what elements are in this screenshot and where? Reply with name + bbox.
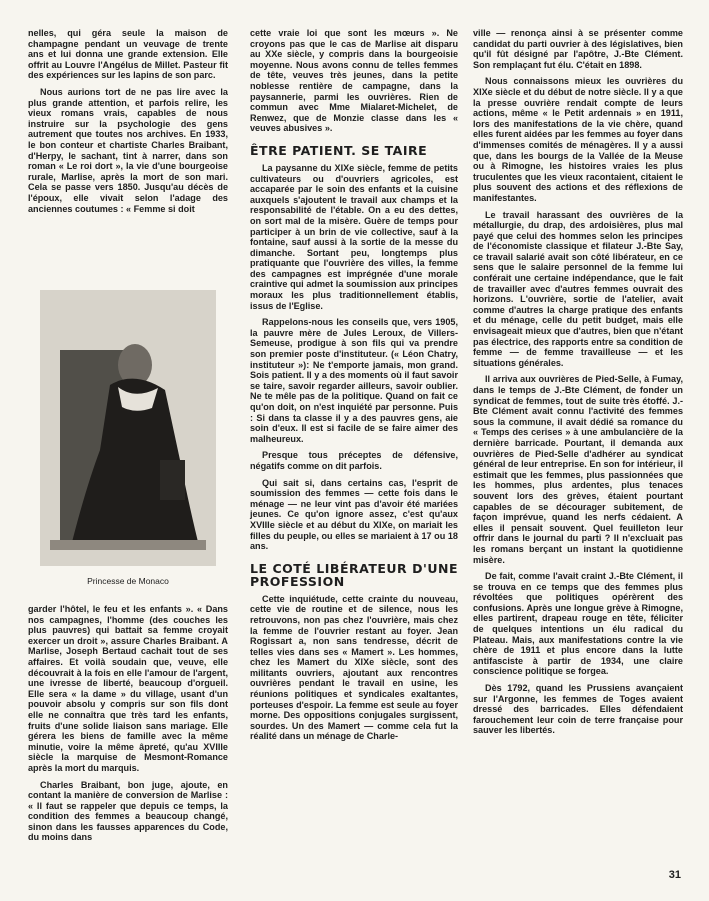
paragraph: cette vraie loi que sont les mœurs ». Ne croyons pas que le cas de Marlise ait disparu au XXe siècle, y compris dans la bourgeoisie moyenne. Nous avons connu de telles femmes de tête, veuves très jeunes, dans la petite noblesse rentière de campagne, dans la paysannerie, parmi les ouvrières. Rien de commun avec Mme Mialaret-Michelet, de Renwez, que de Monzie classe dans les « veuves abusives ». xyxy=(250,28,458,134)
paragraph: Presque tous préceptes de défensive, négatifs comme on dit parfois. xyxy=(250,450,458,471)
paragraph: nelles, qui géra seule la maison de champagne pendant un veuvage de trente ans et lui donna une grande extension. Elle offrit au Louvre l'Angélus de Millet. Pasteur fit des expériences sur les lapins de son parc. xyxy=(28,28,228,81)
paragraph: ville — renonça ainsi à se présenter comme candidat du parti ouvrier à des législatives, bien qu'il fût désigné par l'apôtre, J.-Bte Clément. Son remplaçant fut élu. C'était en 1898. xyxy=(473,28,683,70)
portrait-photo xyxy=(40,290,216,566)
column-3 xyxy=(473,28,683,742)
column-2 xyxy=(250,28,458,748)
paragraph: Rappelons-nous les conseils que, vers 1905, la pauvre mère de Jules Leroux, de Villers-Semeuse, prodigue à son fils qui va prendre son premier poste d'instituteur. (« Léon Chatry, instituteur »): Ne t'emporte jamais, mon grand. Sois patient. Il y a des moments où il faut savoir se taire, savoir regarder ailleurs, savoir oublier. Ne te mêle pas de la politique. Quand on fait ce qu'on doit, on n'est inquiété par personne. Puis : Si dans ta classe il y a des pauvres gens, aie soin d'eux. Il est si facile de se faire aimer des malheureux. xyxy=(250,317,458,444)
paragraph: Dès 1792, quand les Prussiens avançaient sur l'Argonne, les femmes de Toges avaient dressé des barricades. Elles défendaient farouchement leur coin de terre française pour sauver les libertés. xyxy=(473,683,683,736)
column-1 xyxy=(28,28,228,220)
paragraph: garder l'hôtel, le feu et les enfants ». « Dans nos campagnes, l'homme (des couches les plus pauvres) qui battait sa femme croyait exercer un droit », assure Charles Braibant. A Marlise, Joseph Bertaud cachait tout de ses affaires. Et voilà soudain que, veuve, elle découvrait à la fois en elle l'amour de l'argent, une ivresse de liberté, beaucoup d'orgueil. Elle sera « la dame » du village, usant d'un pouvoir absolu y compris sur son fils dont elle ne connaîtra que très tard les enfants, fruits d'une solide liaison sans mariage. Elle gérera les biens de famille avec la même minutie, voire la même âpreté, qu'au XVIIIe siècle la marquise de Mesmont-Romance après la mort du marquis. xyxy=(28,604,228,773)
section-heading: LE COTÉ LIBÉRATEUR D'UNE PROFESSION xyxy=(250,560,458,589)
paragraph: Charles Braibant, bon juge, ajoute, en contant la manière de conversion de Marlise : « Il faut se rappeler que depuis ce temps, la condition des femmes a beaucoup changé, sinon dans les fausses apparences du Code, du moins dans xyxy=(28,779,228,843)
column-1-continued xyxy=(28,604,228,849)
paragraph: Qui sait si, dans certains cas, l'esprit de soumission des femmes — cette fois dans le ménage — ne leur vint pas d'avoir été mariées jeunes. Ce qu'on ignore assez, c'est qu'aux XVIIIe siècle et au début du XIXe, on mariait les filles du peuple, ou elles se mariaient à 17 ou 18 ans. xyxy=(250,477,458,552)
paragraph: De fait, comme l'avait craint J.-Bte Clément, il se trouva en ce temps que des femmes plus révoltées que politiques opérèrent des confusions. Après une longue grève à Rimogne, elles partirent, drapeau rouge en tête, féliciter de quelques intentions un élu radical du Plateau. Mais, aux manifestations contre la vie chère de 1911 et plus encore dans la lutte antifasciste à partir de 1934, une claire conscience politique se forgea. xyxy=(473,571,683,677)
paragraph: La paysanne du XIXe siècle, femme de petits cultivateurs ou d'ouvriers agricoles, est accaparée par le soin des enfants et la cuisine auxquels s'ajoutent le travail aux champs et la responsabilité de l'étable. On a eu des dettes, on sort mal de la misère. Guère de temps pour participer à un brin de vie collective, sauf à la fontaine, sauf aussi à la sortie de la messe du dimanche. Sortant peu, longtemps plus pratiquante que l'ouvrière des villes, la femme des campagnes est imprégnée d'une morale craintive qui admet la soumission aux principes moraux les plus traditionnellement établis, issus de l'Eglise. xyxy=(250,162,458,311)
paragraph: Cette inquiétude, cette crainte du nouveau, cette vie de routine et de silence, nous les retrouvons, non pas chez l'ouvrière, mais chez la femme de l'ouvrier restant au foyer. Jean Rogissart a, non sans tendresse, décrit de telles vies dans ses « Mamert ». Les hommes, chez les Mamert du XIXe siècle, sont des militants ouvriers, ajoutant aux rencontres ouvrières pendant le travail en usine, les réunions politiques et syndicales exaltantes, porteuses d'espoir. La femme est seule au foyer morne. Des oppositions conjugales surgissent, sourdes. Un des Mamert — comme cela fut la réalité dans un ménage de Charle- xyxy=(250,593,458,742)
paragraph: Nous connaissons mieux les ouvrières du XIXe siècle et du début de notre siècle. Il y a que la presse ouvrière rendait compte de leurs actions, même « le Petit ardennais » en 1911, lors des manifestations de la vie chère, quand elles furent aidées par les femmes au foyer dans d'immenses comités de ménagères. Il y a aussi que, dans les bourgs de la Vallée de la Meuse ou à Rimogne, les histoires vraies les plus truculentes que les vieux racontaient, citaient le plus souvent des actions et des réflexions de manifestantes. xyxy=(473,76,683,203)
portrait-figure xyxy=(28,286,228,598)
paragraph: Il arriva aux ouvrières de Pied-Selle, à Fumay, dans le temps de J.-Bte Clément, de fonder un syndicat de femmes, tout de suite très étoffé. J.-Bte Clément avait connu l'activité des femmes sous la commune, il avait dédié sa romance du « Temps des cerises » à une ambulancière de la dernière barricade. Pourtant, il demanda aux ouvrières de Pied-Selle d'adhérer au syndicat général de leur entreprise. En son for intérieur, il estimait que les femmes, plus passionnées que les hommes, plus ardentes, plus tenaces souvent lors des grèves, étaient pourtant capables de se décourager subitement, de façon imprévue, quand les nerfs cédaient. A elles il pensait souvent. Quel feuilleton leur offrir dans le journal du parti ? Il n'excluait pas les romans berçant un instant la quotidienne misère. xyxy=(473,374,683,565)
photo-caption: Princesse de Monaco xyxy=(87,576,169,586)
paragraph: Le travail harassant des ouvrières de la métallurgie, du drap, des ardoisières, plus mal payé que celui des hommes selon les principes de l'économiste classique et filateur J.-Bte Say, ce travail salarié avait son côté libérateur, en ce sens que le salaire personnel de la femme lui conférait une certaine indépendance, que le fait de travailler avec d'autres femmes ouvrait des horizons. L'ouvrière, sortie de l'atelier, avait comme d'autres la charge pratique des enfants et du ménage, celle du petit budget, mais elle envisageait mieux que d'autres, bien que n'étant pas électrice, des rapports entre sa condition de femme — de femme travailleuse — et les situations générales. xyxy=(473,209,683,368)
paragraph: Nous aurions tort de ne pas lire avec la plus grande attention, et parfois relire, les vieux romans vrais, capables de nous instruire sur la psychologie des gens autrement que toutes nos archives. En 1933, le bon conteur et chartiste Charles Braibant, d'Herpy, le sachant, tint à narrer, dans son roman « Le roi dort », la vie d'une bourgeoise rurale, Marlise, après la mort de son mari. Cela se passe vers 1850. Jusqu'au décès de l'époux, elle vivait selon l'adage des anciennes coutumes : « Femme si doit xyxy=(28,86,228,214)
section-heading: ÊTRE PATIENT. SE TAIRE xyxy=(250,142,428,158)
page-number: 31 xyxy=(668,869,681,881)
